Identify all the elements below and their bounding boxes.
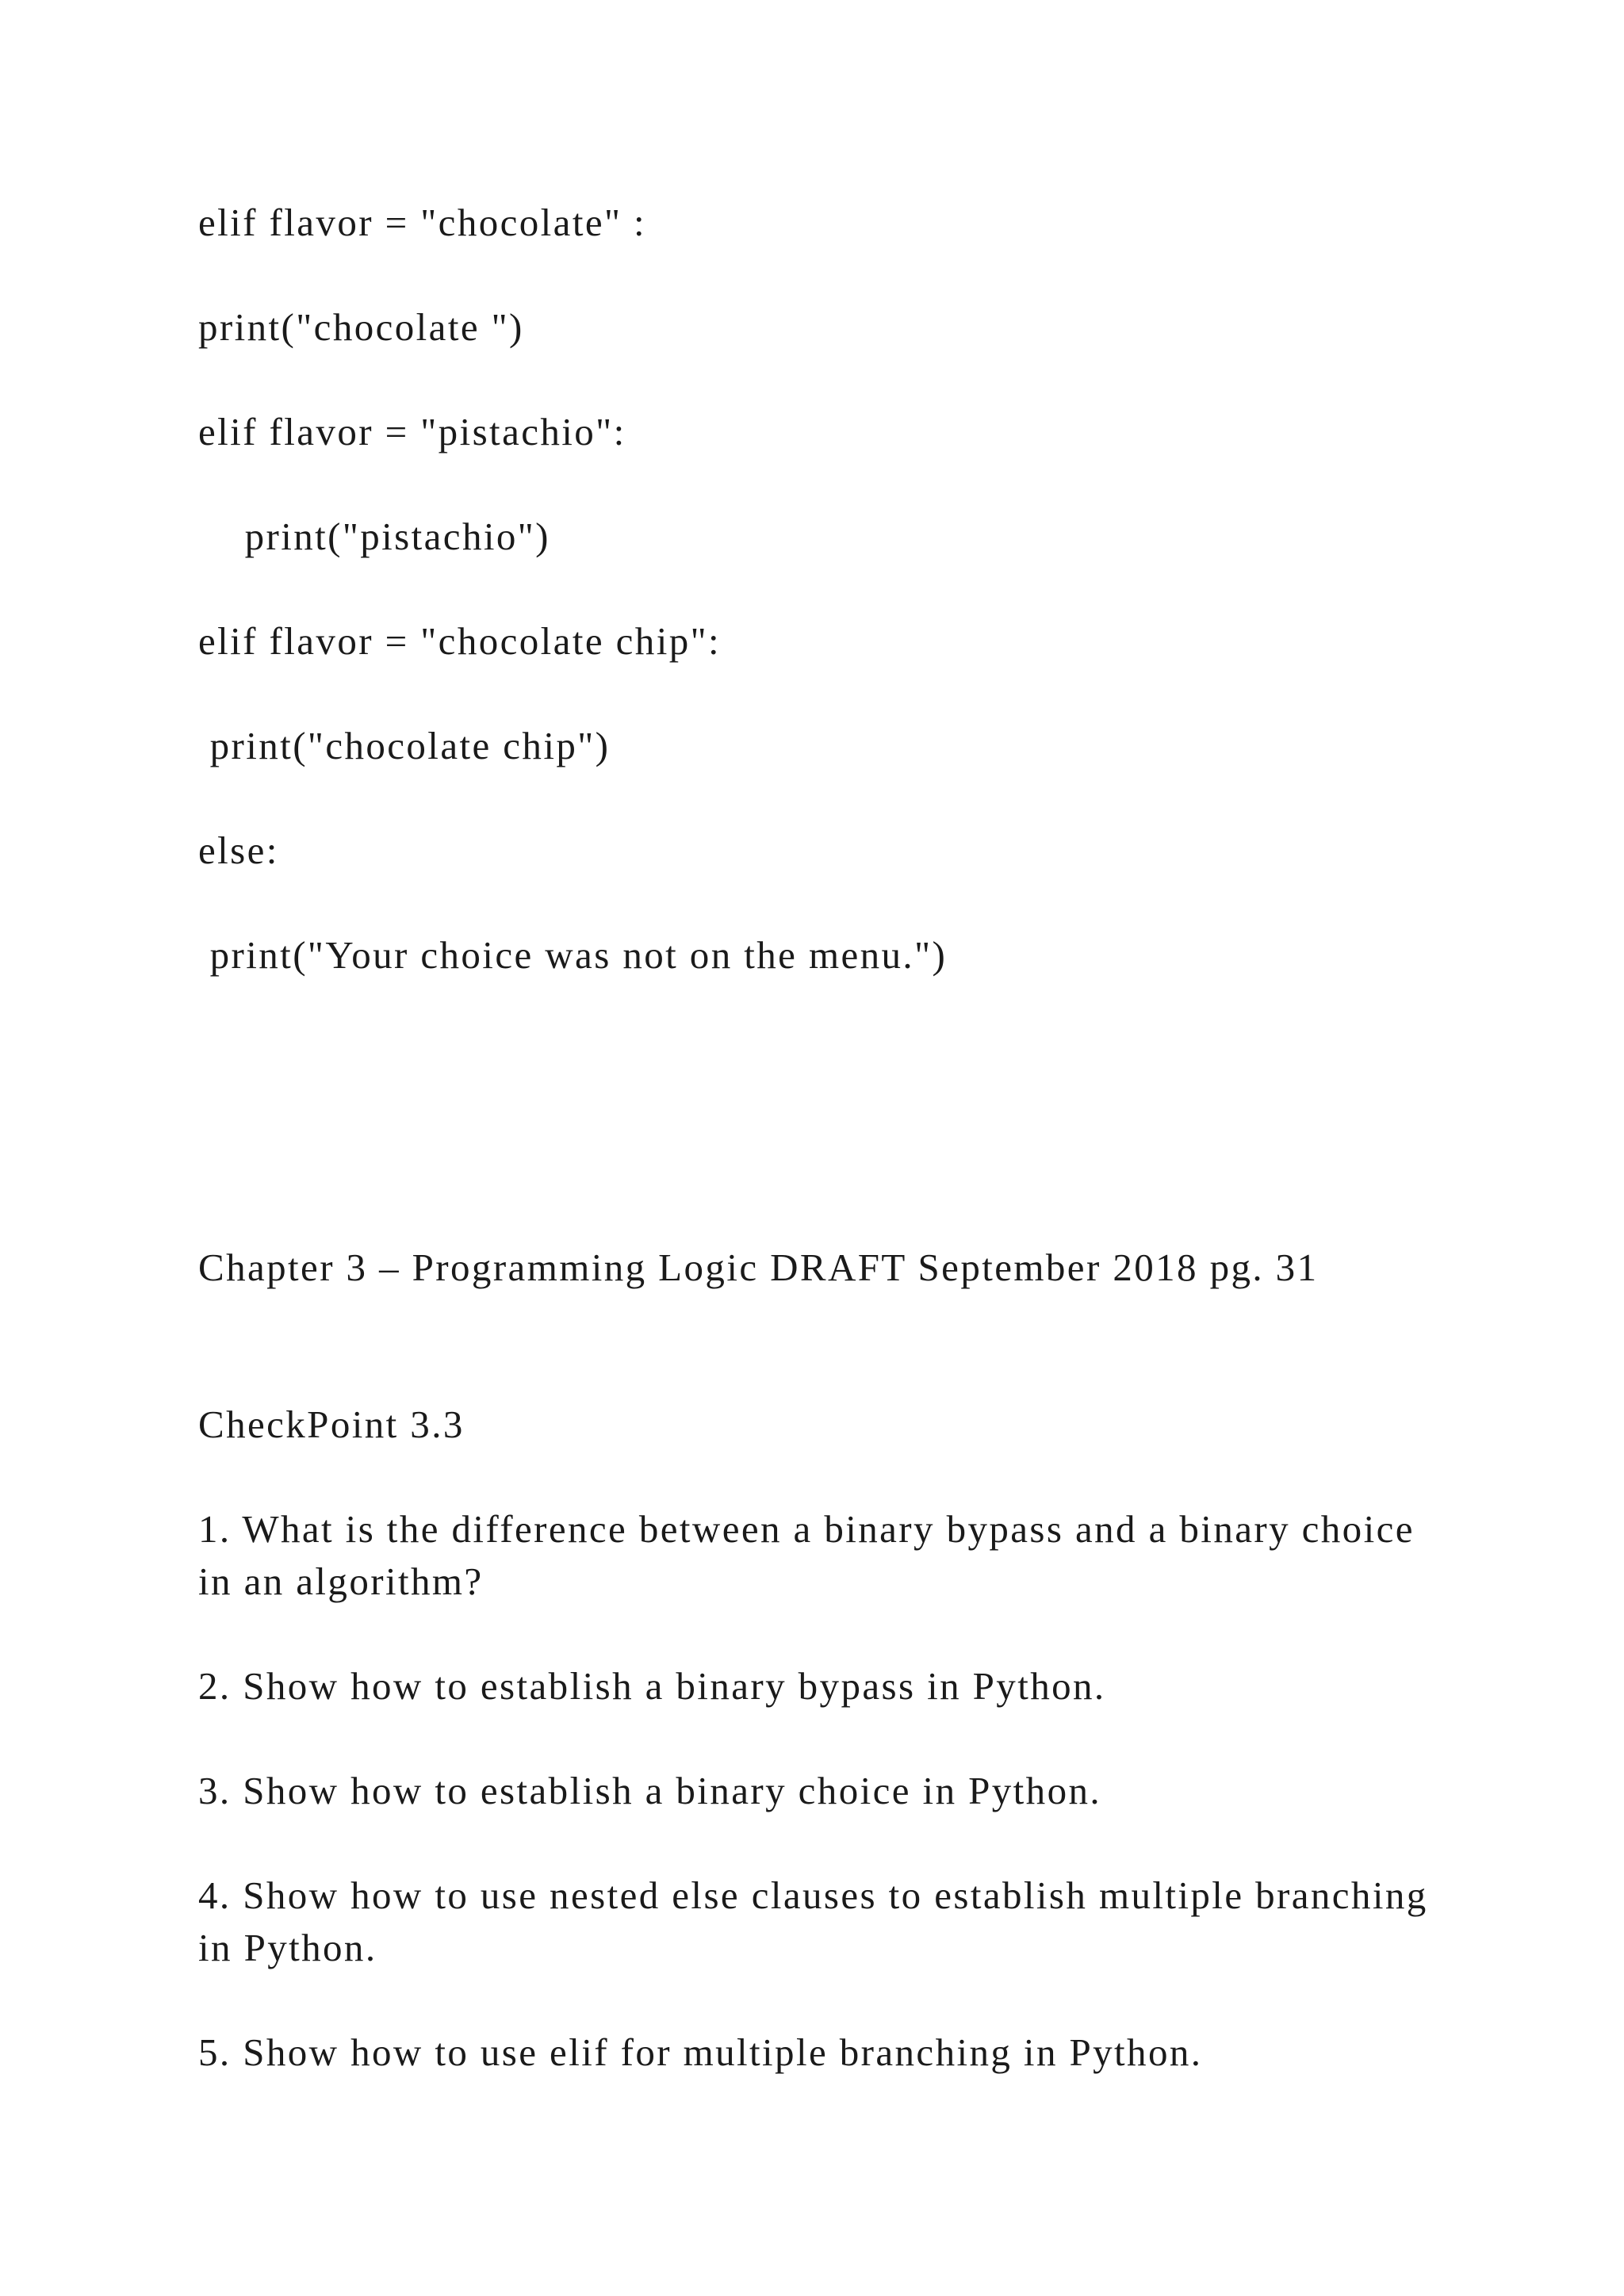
page-footer: Chapter 3 – Programming Logic DRAFT September 2018 pg. 31	[198, 1246, 1319, 1289]
question-item: 5. Show how to use elif for multiple branching in Python.	[198, 2030, 1203, 2074]
code-line: elif flavor = "chocolate chip":	[198, 619, 722, 663]
question-item: 4. Show how to use nested else clauses to establish multiple branching in Python.	[198, 1873, 1428, 1969]
code-line: print("chocolate chip")	[198, 724, 611, 767]
code-line: elif flavor = "pistachio":	[198, 410, 626, 453]
code-line: print("chocolate ")	[198, 305, 524, 349]
question-item: 3. Show how to establish a binary choice in Python.	[198, 1769, 1102, 1812]
question-item: 1. What is the difference between a binary bypass and a binary choice in an algorithm?	[198, 1507, 1415, 1603]
question-item: 2. Show how to establish a binary bypass in Python.	[198, 1664, 1106, 1708]
code-line: print("pistachio")	[198, 515, 550, 558]
checkpoint-title: CheckPoint 3.3	[198, 1402, 465, 1446]
code-line: else:	[198, 828, 279, 872]
code-line: elif flavor = "chocolate" :	[198, 201, 647, 244]
code-line: print("Your choice was not on the menu.")	[198, 933, 948, 977]
